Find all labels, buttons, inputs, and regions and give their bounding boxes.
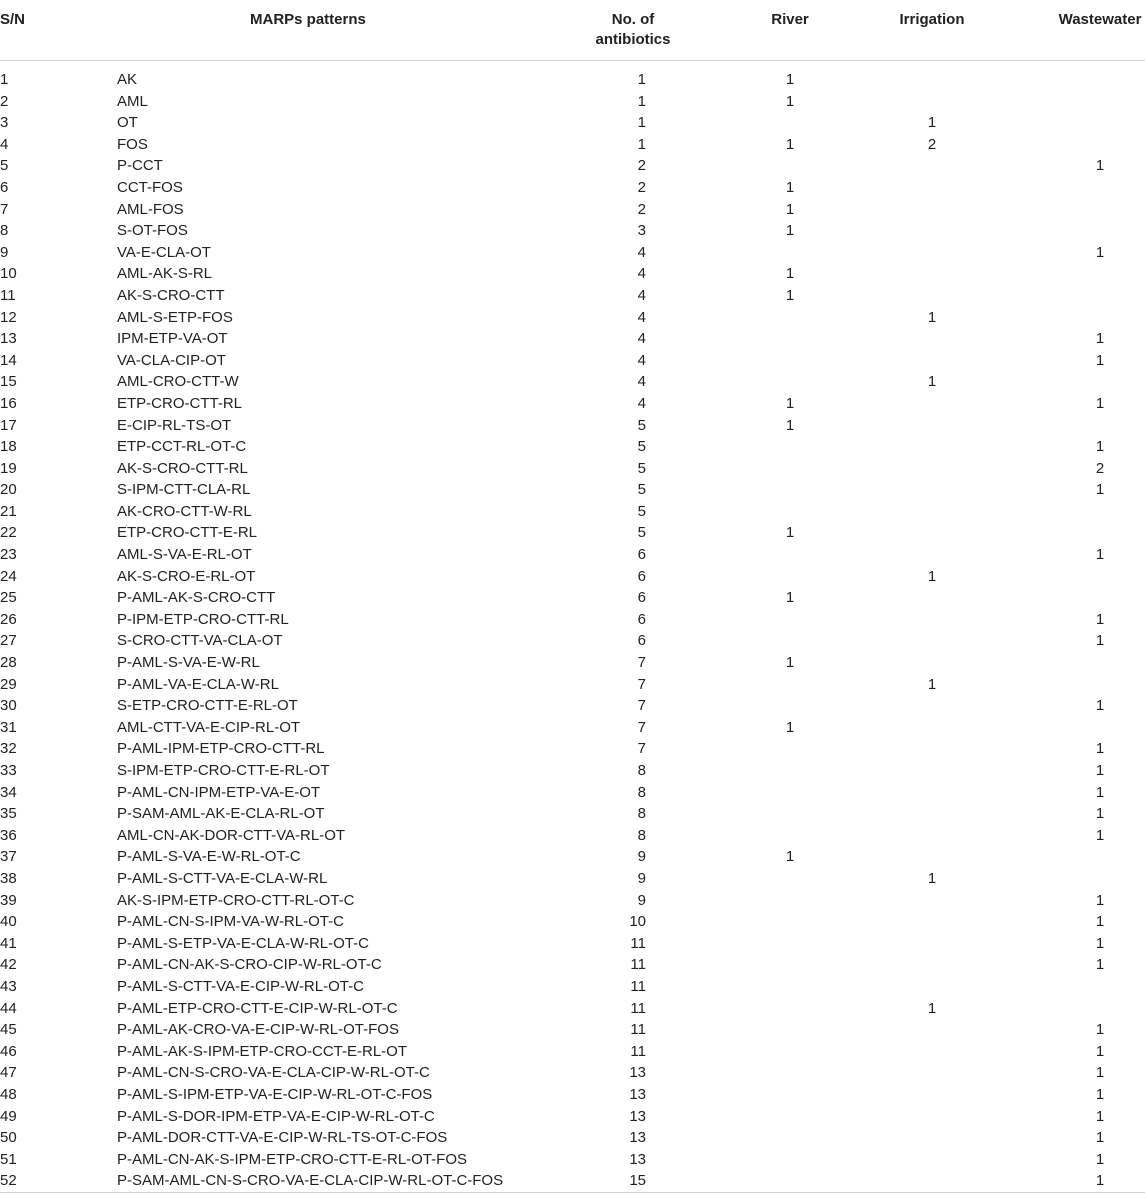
cell-sn: 12 xyxy=(0,308,17,326)
table-row xyxy=(0,954,1145,976)
cell-no: 7 xyxy=(637,740,646,758)
cell-no: 11 xyxy=(630,934,646,952)
table-row xyxy=(0,1106,1145,1128)
table-row xyxy=(0,177,1145,199)
cell-sn: 20 xyxy=(0,481,17,499)
table-row xyxy=(0,609,1145,631)
cell-wastewater: 1 xyxy=(1095,546,1105,564)
cell-irrigation: 1 xyxy=(927,999,937,1017)
cell-pattern: ETP-CRO-CTT-RL xyxy=(117,394,242,412)
cell-pattern: AK-S-CRO-CTT xyxy=(117,286,225,304)
cell-pattern: P-AML-S-CTT-VA-E-CIP-W-RL-OT-C xyxy=(117,977,364,995)
table-row xyxy=(0,674,1145,696)
cell-river: 1 xyxy=(785,178,795,196)
cell-river: 1 xyxy=(785,394,795,412)
cell-wastewater: 1 xyxy=(1095,157,1105,175)
cell-no: 10 xyxy=(629,913,646,931)
cell-pattern: AML-AK-S-RL xyxy=(117,265,213,283)
table-row xyxy=(0,933,1145,955)
cell-sn: 35 xyxy=(0,805,17,823)
cell-pattern: AK-S-CRO-CTT-RL xyxy=(117,459,248,477)
table-row xyxy=(0,307,1145,329)
cell-wastewater: 1 xyxy=(1095,1150,1105,1168)
table-row xyxy=(0,1041,1145,1063)
cell-wastewater: 1 xyxy=(1095,805,1105,823)
table-row xyxy=(0,695,1145,717)
cell-river: 1 xyxy=(785,416,795,434)
cell-no: 4 xyxy=(637,243,646,261)
cell-no: 5 xyxy=(637,502,646,520)
cell-sn: 31 xyxy=(0,718,17,736)
cell-pattern: S-IPM-CTT-CLA-RL xyxy=(117,481,251,499)
table-body xyxy=(0,61,1145,1192)
cell-no: 4 xyxy=(637,286,646,304)
cell-pattern: VA-E-CLA-OT xyxy=(117,243,211,261)
cell-pattern: VA-CLA-CIP-OT xyxy=(117,351,226,369)
cell-sn: 47 xyxy=(0,1064,17,1082)
cell-pattern: S-ETP-CRO-CTT-E-RL-OT xyxy=(117,697,298,715)
header-no-line2: antibiotics xyxy=(595,31,671,48)
cell-sn: 29 xyxy=(0,675,17,693)
cell-sn: 48 xyxy=(0,1085,17,1103)
cell-no: 2 xyxy=(637,157,646,175)
cell-no: 4 xyxy=(637,265,646,283)
table-row xyxy=(0,415,1145,437)
table-row xyxy=(0,522,1145,544)
cell-no: 6 xyxy=(637,546,646,564)
cell-sn: 3 xyxy=(0,114,9,132)
cell-sn: 10 xyxy=(0,265,17,283)
cell-sn: 43 xyxy=(0,977,17,995)
cell-pattern: S-IPM-ETP-CRO-CTT-E-RL-OT xyxy=(117,762,330,779)
cell-irrigation: 1 xyxy=(927,114,937,132)
cell-river: 1 xyxy=(785,718,795,736)
cell-no: 7 xyxy=(637,675,646,693)
cell-wastewater: 1 xyxy=(1095,913,1105,931)
cell-sn: 18 xyxy=(0,438,17,456)
cell-pattern: P-AML-S-VA-E-W-RL-OT-C xyxy=(117,848,301,866)
cell-no: 11 xyxy=(630,1042,646,1060)
cell-no: 13 xyxy=(629,1064,646,1082)
cell-irrigation: 1 xyxy=(927,308,937,326)
header-wastewater: Wastewater xyxy=(1058,11,1142,28)
cell-no: 8 xyxy=(637,805,646,823)
cell-sn: 15 xyxy=(0,373,17,391)
cell-sn: 7 xyxy=(0,200,9,218)
cell-no: 15 xyxy=(629,1172,646,1190)
cell-pattern: AML xyxy=(117,92,148,110)
table-row xyxy=(0,371,1145,393)
cell-sn: 21 xyxy=(0,502,17,520)
cell-river: 1 xyxy=(785,71,795,88)
cell-pattern: P-AML-AK-S-IPM-ETP-CRO-CCT-E-RL-OT xyxy=(117,1042,407,1060)
cell-sn: 23 xyxy=(0,546,17,564)
cell-pattern: IPM-ETP-VA-OT xyxy=(117,330,228,348)
cell-no: 9 xyxy=(637,848,646,866)
table-row xyxy=(0,825,1145,847)
cell-pattern: P-AML-AK-CRO-VA-E-CIP-W-RL-OT-FOS xyxy=(117,1021,399,1039)
cell-pattern: AK xyxy=(117,71,138,88)
cell-no: 1 xyxy=(637,114,646,132)
cell-sn: 37 xyxy=(0,848,17,866)
cell-sn: 32 xyxy=(0,740,17,758)
cell-pattern: S-CRO-CTT-VA-CLA-OT xyxy=(117,632,283,650)
cell-sn: 5 xyxy=(0,157,9,175)
table-row xyxy=(0,328,1145,350)
cell-pattern: P-AML-S-CTT-VA-E-CLA-W-RL xyxy=(117,869,328,887)
table-row xyxy=(0,803,1145,825)
cell-irrigation: 1 xyxy=(927,567,937,585)
cell-pattern: P-AML-CN-S-IPM-VA-W-RL-OT-C xyxy=(117,913,344,931)
cell-sn: 34 xyxy=(0,783,17,801)
cell-wastewater: 1 xyxy=(1095,740,1105,758)
cell-sn: 46 xyxy=(0,1042,17,1060)
cell-sn: 13 xyxy=(0,330,17,348)
cell-river: 1 xyxy=(785,286,795,304)
table-row xyxy=(0,1084,1145,1106)
cell-no: 4 xyxy=(637,373,646,391)
cell-pattern: P-AML-CN-IPM-ETP-VA-E-OT xyxy=(117,783,321,801)
cell-wastewater: 1 xyxy=(1095,956,1105,974)
cell-no: 6 xyxy=(637,567,646,585)
table-header xyxy=(0,0,1145,61)
cell-no: 9 xyxy=(637,891,646,909)
cell-pattern: P-AML-ETP-CRO-CTT-E-CIP-W-RL-OT-C xyxy=(117,999,398,1017)
cell-sn: 33 xyxy=(0,762,17,779)
cell-no: 2 xyxy=(637,200,646,218)
cell-sn: 4 xyxy=(0,135,9,153)
cell-sn: 2 xyxy=(0,92,9,110)
cell-no: 8 xyxy=(637,826,646,844)
cell-sn: 44 xyxy=(0,999,17,1017)
table-row xyxy=(0,566,1145,588)
table-row xyxy=(0,350,1145,372)
cell-no: 7 xyxy=(637,654,646,672)
cell-sn: 30 xyxy=(0,697,17,715)
cell-no: 7 xyxy=(637,697,646,715)
cell-wastewater: 1 xyxy=(1095,697,1105,715)
cell-pattern: P-SAM-AML-CN-S-CRO-VA-E-CLA-CIP-W-RL-OT-C-FOS xyxy=(117,1172,504,1190)
table-row xyxy=(0,717,1145,739)
cell-no: 5 xyxy=(637,416,646,434)
table-row xyxy=(0,890,1145,912)
cell-sn: 17 xyxy=(0,416,17,434)
cell-wastewater: 1 xyxy=(1095,632,1105,650)
table-row xyxy=(0,436,1145,458)
header-sn: S/N xyxy=(0,11,26,28)
table-row xyxy=(0,868,1145,890)
header-irrigation: Irrigation xyxy=(899,11,965,28)
cell-wastewater: 1 xyxy=(1095,1085,1105,1103)
cell-sn: 14 xyxy=(0,351,17,369)
cell-no: 13 xyxy=(629,1150,646,1168)
cell-pattern: FOS xyxy=(117,135,148,153)
cell-pattern: OT xyxy=(117,114,138,132)
cell-sn: 39 xyxy=(0,891,17,909)
cell-wastewater: 1 xyxy=(1095,1107,1105,1125)
cell-no: 13 xyxy=(629,1107,646,1125)
cell-river: 1 xyxy=(785,848,795,866)
cell-pattern: AML-CN-AK-DOR-CTT-VA-RL-OT xyxy=(117,826,346,844)
cell-irrigation: 1 xyxy=(927,373,937,391)
table-row xyxy=(0,1127,1145,1149)
cell-wastewater: 1 xyxy=(1095,1064,1105,1082)
cell-no: 3 xyxy=(637,222,646,240)
cell-no: 11 xyxy=(630,1021,646,1039)
cell-river: 1 xyxy=(785,92,795,110)
cell-pattern: AK-CRO-CTT-W-RL xyxy=(117,502,252,520)
table-row xyxy=(0,458,1145,480)
cell-wastewater: 2 xyxy=(1095,459,1105,477)
cell-sn: 42 xyxy=(0,956,17,974)
cell-pattern: ETP-CRO-CTT-E-RL xyxy=(117,524,257,542)
cell-pattern: AML-CTT-VA-E-CIP-RL-OT xyxy=(117,718,301,736)
cell-wastewater: 1 xyxy=(1095,351,1105,369)
cell-no: 13 xyxy=(629,1129,646,1147)
cell-river: 1 xyxy=(785,200,795,218)
cell-sn: 11 xyxy=(0,286,16,304)
cell-no: 5 xyxy=(637,459,646,477)
table-row xyxy=(0,587,1145,609)
cell-no: 11 xyxy=(630,977,646,995)
table-row xyxy=(0,220,1145,242)
cell-wastewater: 1 xyxy=(1095,394,1105,412)
cell-wastewater: 1 xyxy=(1095,1042,1105,1060)
cell-river: 1 xyxy=(785,222,795,240)
table-row xyxy=(0,242,1145,264)
table-row xyxy=(0,738,1145,760)
table-row xyxy=(0,112,1145,134)
cell-irrigation: 2 xyxy=(927,135,937,153)
table-row xyxy=(0,479,1145,501)
cell-wastewater: 1 xyxy=(1095,891,1105,909)
cell-sn: 9 xyxy=(0,243,9,261)
cell-no: 1 xyxy=(637,92,646,110)
cell-river: 1 xyxy=(785,589,795,607)
cell-river: 1 xyxy=(785,524,795,542)
header-river: River xyxy=(771,11,809,28)
cell-sn: 49 xyxy=(0,1107,17,1125)
cell-wastewater: 1 xyxy=(1095,438,1105,456)
cell-pattern: CCT-FOS xyxy=(117,178,183,196)
cell-pattern: AK-S-IPM-ETP-CRO-CTT-RL-OT-C xyxy=(117,891,355,909)
cell-pattern: P-AML-CN-AK-S-CRO-CIP-W-RL-OT-C xyxy=(117,956,382,974)
table-row xyxy=(0,1019,1145,1041)
cell-no: 6 xyxy=(637,610,646,628)
cell-no: 1 xyxy=(637,71,646,88)
header-no-line1: No. of xyxy=(611,11,655,28)
table-row xyxy=(0,782,1145,804)
cell-wastewater: 1 xyxy=(1095,783,1105,801)
cell-sn: 1 xyxy=(0,71,9,88)
cell-no: 9 xyxy=(637,869,646,887)
cell-river: 1 xyxy=(785,135,795,153)
cell-wastewater: 1 xyxy=(1095,762,1105,779)
cell-pattern: ETP-CCT-RL-OT-C xyxy=(117,438,247,456)
table-row xyxy=(0,285,1145,307)
cell-pattern: P-AML-CN-S-CRO-VA-E-CLA-CIP-W-RL-OT-C xyxy=(117,1064,430,1082)
cell-river: 1 xyxy=(785,265,795,283)
cell-sn: 24 xyxy=(0,567,17,585)
cell-sn: 19 xyxy=(0,459,17,477)
cell-pattern: P-AML-IPM-ETP-CRO-CTT-RL xyxy=(117,740,325,758)
table-row xyxy=(0,846,1145,868)
cell-sn: 28 xyxy=(0,654,17,672)
cell-sn: 8 xyxy=(0,222,9,240)
table-row xyxy=(0,652,1145,674)
cell-pattern: P-CCT xyxy=(117,157,163,175)
cell-sn: 38 xyxy=(0,869,17,887)
cell-irrigation: 1 xyxy=(927,869,937,887)
cell-pattern: P-AML-AK-S-CRO-CTT xyxy=(117,589,276,607)
cell-no: 5 xyxy=(637,524,646,542)
cell-sn: 52 xyxy=(0,1172,17,1190)
cell-pattern: E-CIP-RL-TS-OT xyxy=(117,416,232,434)
cell-no: 4 xyxy=(637,351,646,369)
cell-no: 7 xyxy=(637,718,646,736)
cell-wastewater: 1 xyxy=(1095,934,1105,952)
cell-pattern: P-IPM-ETP-CRO-CTT-RL xyxy=(117,610,289,628)
table-row xyxy=(0,760,1145,782)
cell-pattern: P-SAM-AML-AK-E-CLA-RL-OT xyxy=(117,805,325,823)
cell-pattern: AML-S-ETP-FOS xyxy=(117,308,233,326)
cell-no: 13 xyxy=(629,1085,646,1103)
cell-wastewater: 1 xyxy=(1095,330,1105,348)
cell-wastewater: 1 xyxy=(1095,481,1105,499)
cell-no: 4 xyxy=(637,394,646,412)
cell-pattern: P-AML-VA-E-CLA-W-RL xyxy=(117,675,279,693)
table-row xyxy=(0,998,1145,1020)
cell-wastewater: 1 xyxy=(1095,610,1105,628)
cell-pattern: AML-CRO-CTT-W xyxy=(117,373,239,391)
table-row xyxy=(0,91,1145,113)
cell-wastewater: 1 xyxy=(1095,826,1105,844)
table-bottom-rule xyxy=(0,1192,1145,1193)
table-row xyxy=(0,911,1145,933)
table-row xyxy=(0,501,1145,523)
cell-no: 11 xyxy=(630,999,646,1017)
cell-sn: 6 xyxy=(0,178,9,196)
cell-no: 8 xyxy=(637,783,646,801)
table-row xyxy=(0,1062,1145,1084)
cell-no: 2 xyxy=(637,178,646,196)
cell-sn: 50 xyxy=(0,1129,17,1147)
cell-no: 8 xyxy=(637,762,646,779)
cell-wastewater: 1 xyxy=(1095,243,1105,261)
table-row xyxy=(0,393,1145,415)
cell-no: 6 xyxy=(637,632,646,650)
cell-pattern: AML-S-VA-E-RL-OT xyxy=(117,546,252,564)
cell-sn: 16 xyxy=(0,394,17,412)
cell-sn: 40 xyxy=(0,913,17,931)
cell-sn: 45 xyxy=(0,1021,17,1039)
cell-pattern: AML-FOS xyxy=(117,200,184,218)
cell-pattern: S-OT-FOS xyxy=(117,222,188,240)
table-row xyxy=(0,976,1145,998)
cell-sn: 51 xyxy=(0,1150,17,1168)
cell-sn: 36 xyxy=(0,826,17,844)
table-row xyxy=(0,69,1145,91)
cell-pattern: P-AML-S-IPM-ETP-VA-E-CIP-W-RL-OT-C-FOS xyxy=(117,1085,433,1103)
table-row xyxy=(0,199,1145,221)
cell-wastewater: 1 xyxy=(1095,1021,1105,1039)
header-pattern: MARPs patterns xyxy=(250,11,366,28)
cell-no: 1 xyxy=(637,135,646,153)
cell-sn: 27 xyxy=(0,632,17,650)
cell-wastewater: 1 xyxy=(1095,1129,1105,1147)
cell-sn: 22 xyxy=(0,524,17,542)
cell-pattern: AK-S-CRO-E-RL-OT xyxy=(117,567,256,585)
table-row xyxy=(0,155,1145,177)
cell-river: 1 xyxy=(785,654,795,672)
cell-no: 4 xyxy=(637,330,646,348)
cell-wastewater: 1 xyxy=(1095,1172,1105,1190)
table-row xyxy=(0,544,1145,566)
cell-sn: 25 xyxy=(0,589,17,607)
table-row xyxy=(0,1170,1145,1192)
cell-pattern: P-AML-DOR-CTT-VA-E-CIP-W-RL-TS-OT-C-FOS xyxy=(117,1129,448,1147)
table-row xyxy=(0,263,1145,285)
cell-pattern: P-AML-CN-AK-S-IPM-ETP-CRO-CTT-E-RL-OT-FOS xyxy=(117,1150,467,1168)
cell-no: 4 xyxy=(637,308,646,326)
header-no-antibiotics xyxy=(580,10,686,50)
cell-pattern: P-AML-S-ETP-VA-E-CLA-W-RL-OT-C xyxy=(117,934,369,952)
cell-sn: 41 xyxy=(0,934,17,952)
table-row xyxy=(0,1149,1145,1171)
cell-no: 5 xyxy=(637,438,646,456)
cell-no: 11 xyxy=(630,956,646,974)
cell-no: 6 xyxy=(637,589,646,607)
table-row xyxy=(0,134,1145,156)
cell-irrigation: 1 xyxy=(927,675,937,693)
table-row xyxy=(0,630,1145,652)
cell-pattern: P-AML-S-VA-E-W-RL xyxy=(117,654,260,672)
cell-pattern: P-AML-S-DOR-IPM-ETP-VA-E-CIP-W-RL-OT-C xyxy=(117,1107,435,1125)
cell-sn: 26 xyxy=(0,610,17,628)
cell-no: 5 xyxy=(637,481,646,499)
